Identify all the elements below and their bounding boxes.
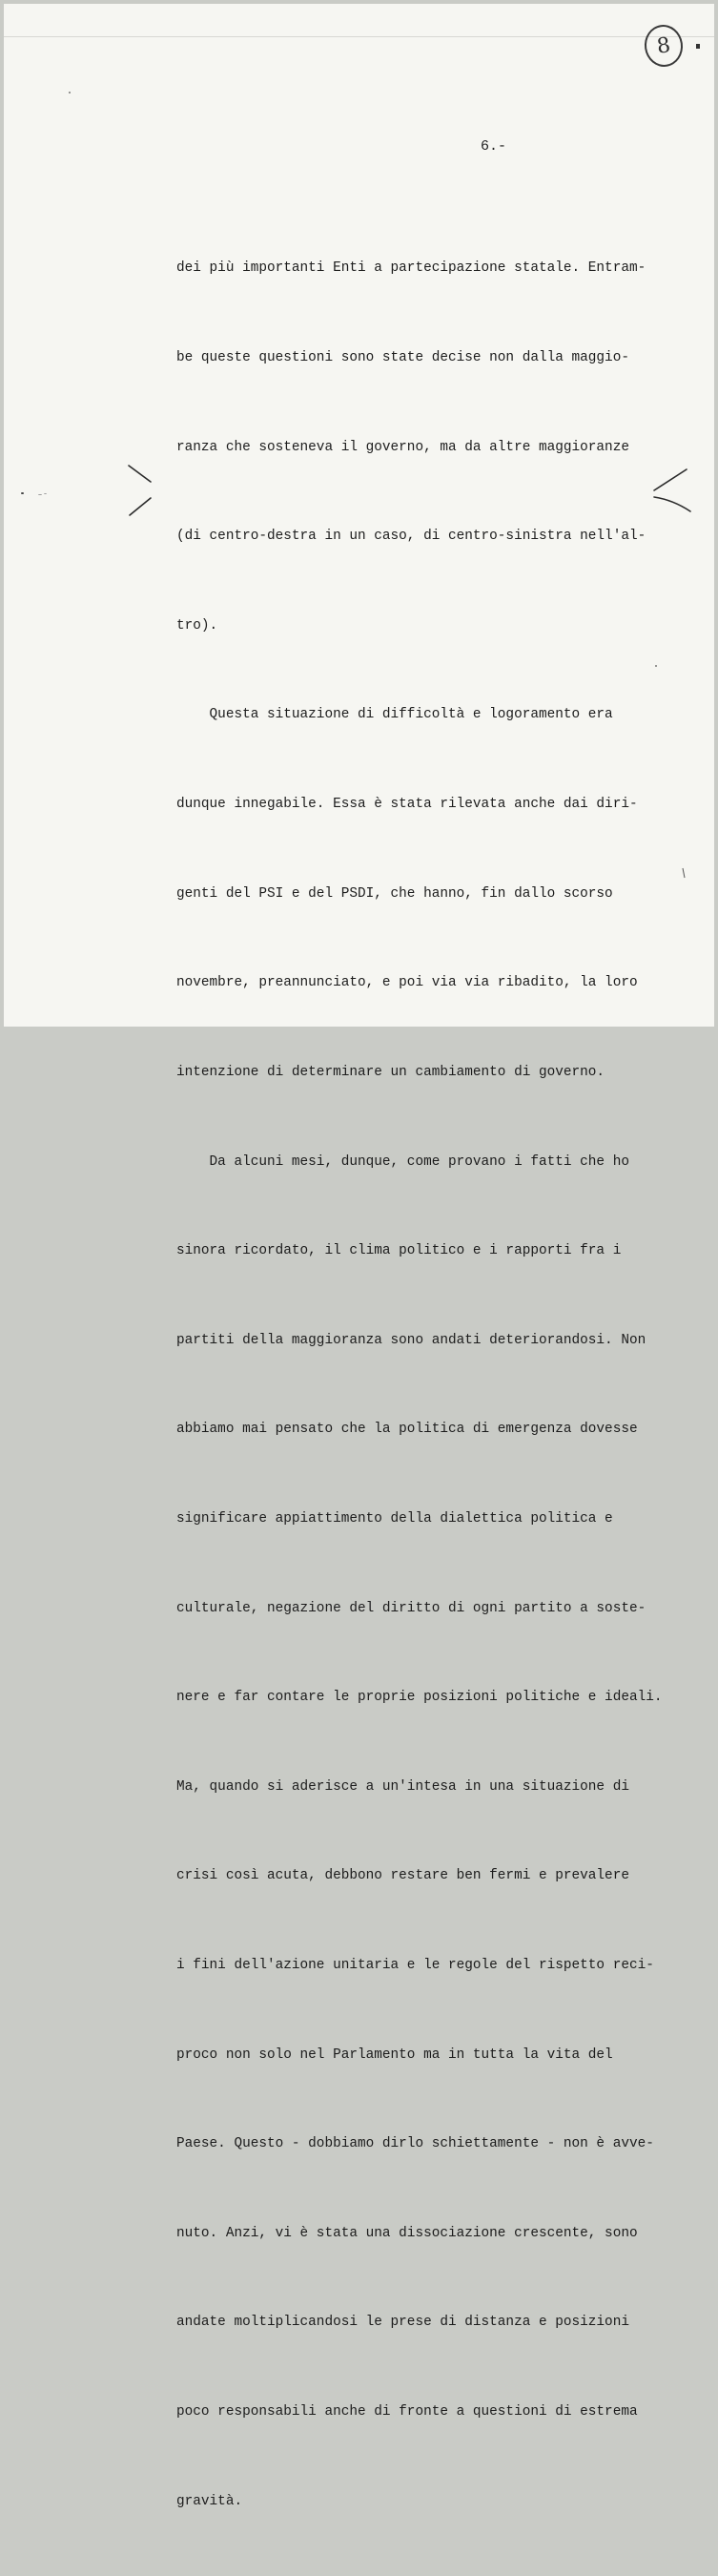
text-line: Paese. Questo - dobbiamo dirlo schiettamente - non è avve- — [176, 2136, 654, 2152]
left-bracket-lower-stroke — [130, 498, 151, 515]
text-line: tro). — [176, 617, 218, 634]
paper-speck — [69, 92, 71, 93]
left-bracket-upper-stroke — [129, 466, 151, 482]
paper-speck — [21, 492, 24, 494]
text-line: nuto. Anzi, vi è stata una dissociazione crescente, sono — [176, 2225, 638, 2241]
page-number: 6.- — [481, 138, 507, 155]
text-line: gravità. — [176, 2493, 243, 2509]
right-bracket-upper-stroke — [654, 469, 687, 490]
text-line: dei più importanti Enti a partecipazione statale. Entram- — [176, 260, 646, 277]
text-line: be queste questioni sono state decise non dalla maggio- — [176, 350, 629, 366]
paper-speck — [38, 494, 42, 495]
text-line: genti del PSI e del PSDI, che hanno, fin dallo scorso — [176, 885, 613, 902]
text-line: significare appiattimento della dialettica politica e — [176, 1510, 613, 1527]
document-page — [4, 4, 714, 2509]
text-line: abbiamo mai pensato che la politica di emergenza dovesse — [176, 1422, 638, 1438]
text-line: nere e far contare le proprie posizioni politiche e ideali. — [176, 1690, 663, 1706]
right-bracket-lower-stroke — [654, 497, 690, 511]
text-line: culturale, negazione del diritto di ogni partito a soste- — [176, 1600, 646, 1616]
text-line: sinora ricordato, il clima politico e i rapporti fra i — [176, 1243, 622, 1259]
text-line: Da alcuni mesi, dunque, come provano i fatti che ho — [176, 1153, 629, 1170]
text-line: andate moltiplicandosi le prese di distanza e posizioni — [176, 2315, 629, 2331]
text-line: Ma, quando si aderisce a un'intesa in una situazione di — [176, 1778, 629, 1795]
handwritten-marks — [4, 4, 714, 1027]
right-margin-tick — [683, 868, 685, 878]
text-line: novembre, preannunciato, e poi via via ribadito, la loro — [176, 975, 638, 991]
text-line: dunque innegabile. Essa è stata rilevata anche dai diri- — [176, 797, 638, 813]
text-line: crisi così acuta, debbono restare ben fermi e prevalere — [176, 1868, 629, 1884]
page-stamp-number: 8 — [655, 32, 672, 59]
text-line: proco non solo nel Parlamento ma in tutta la vita del — [176, 2046, 613, 2063]
text-line: partiti della maggioranza sono andati deteriorandosi. Non — [176, 1332, 646, 1348]
text-line: intenzione di determinare un cambiamento di governo. — [176, 1064, 605, 1080]
text-line: Questa situazione di difficoltà e logoramento era — [176, 707, 613, 723]
paper-speck — [655, 665, 657, 667]
paper-speck — [44, 493, 47, 494]
text-line: poco responsabili anche di fronte a questioni di estrema — [176, 2404, 638, 2420]
text-line: ranza che sosteneva il governo, ma da altre maggioranze — [176, 439, 629, 455]
text-line: i fini dell'azione unitaria e le regole del rispetto reci- — [176, 1957, 654, 1973]
text-line: (di centro-destra in un caso, di centro-sinistra nell'al- — [176, 529, 646, 545]
